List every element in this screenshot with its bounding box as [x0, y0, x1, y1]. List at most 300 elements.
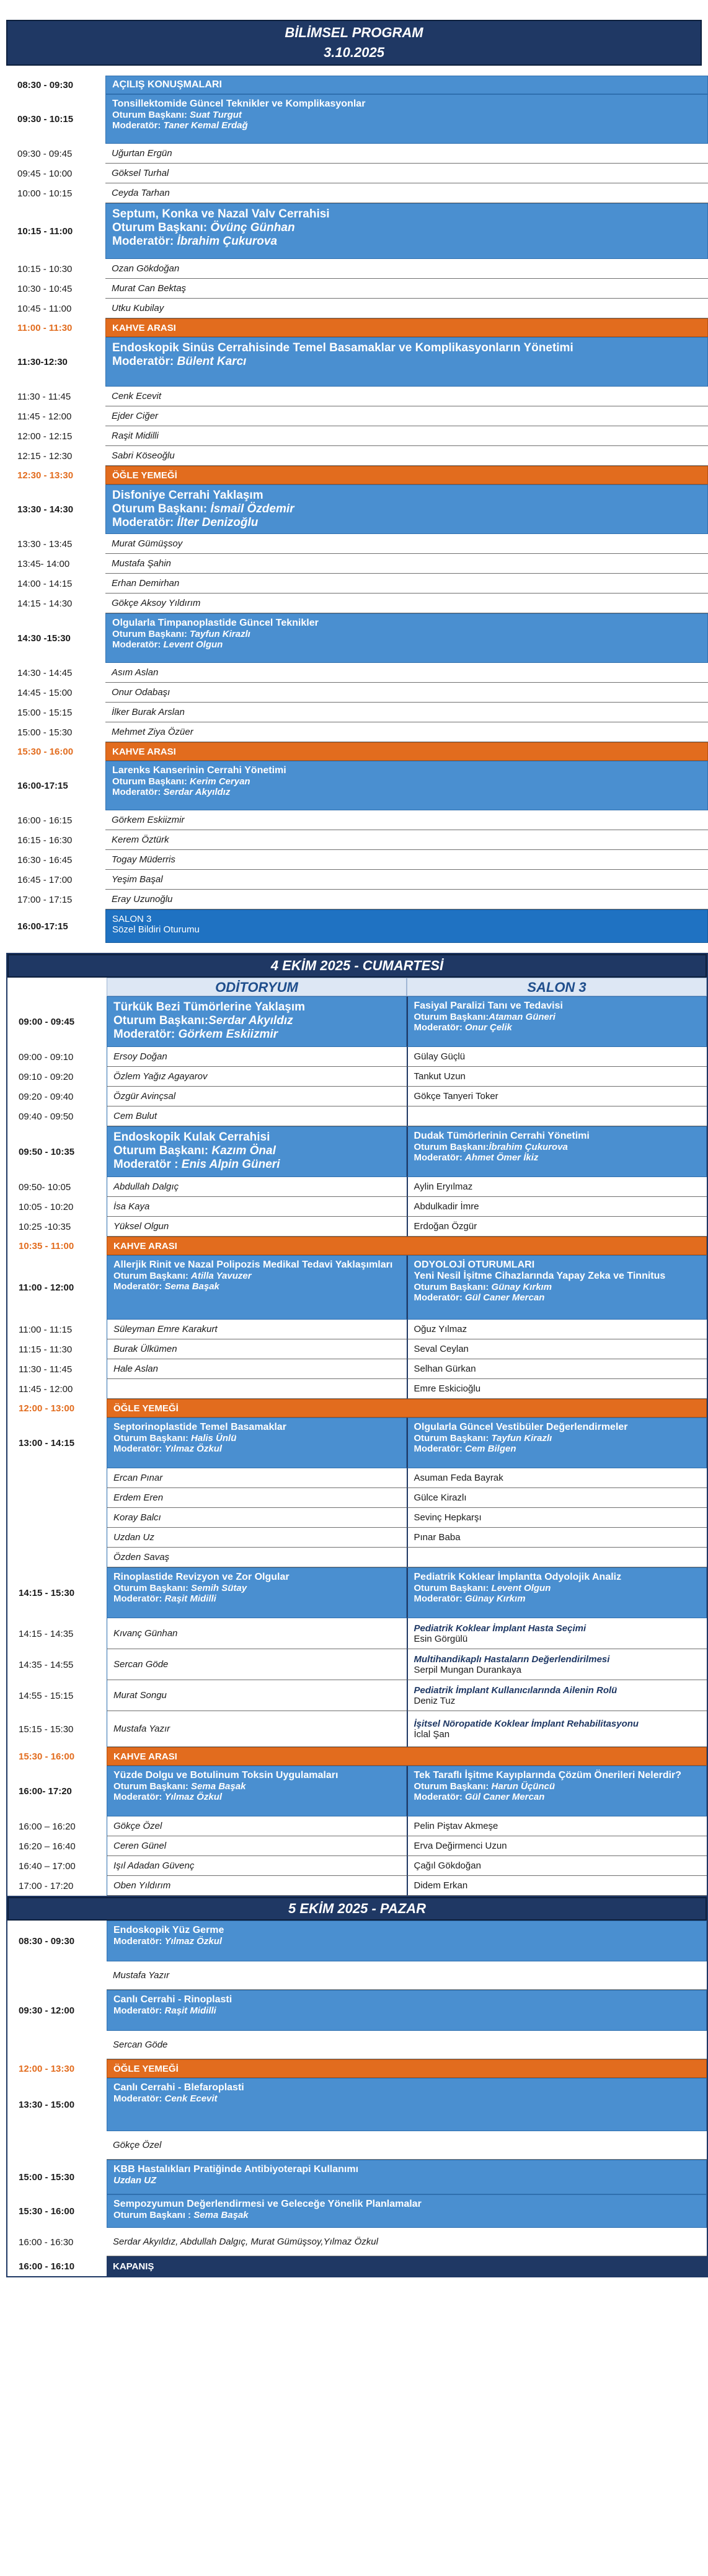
time-slot — [7, 1528, 107, 1548]
talk-title: İşitsel Nöropatide Koklear İmplant Rehabilitasyonu — [414, 1718, 639, 1729]
schedule-row — [6, 466, 708, 484]
chair-label: Oturum Başkanı: — [113, 1014, 209, 1027]
schedule-row — [6, 183, 708, 203]
time-slot: 15:00 - 15:15 — [17, 707, 73, 718]
speaker-salon3: Erva Değirmenci Uzun — [407, 1836, 707, 1856]
session-chair — [113, 1271, 400, 1281]
session-moderator — [414, 1792, 701, 1802]
session-title: Türkük Bezi Tümörlerine Yaklaşım — [113, 1001, 306, 1014]
parallel-speakers — [107, 1067, 707, 1087]
speaker-oditoryum: Özden Savaş — [107, 1548, 407, 1567]
time-slot: 16:20 – 16:40 — [19, 1841, 76, 1852]
parallel-sessions — [107, 1255, 707, 1320]
schedule-row — [7, 1197, 707, 1217]
schedule-row — [6, 337, 708, 387]
time-slot: 10:15 - 10:30 — [17, 263, 73, 274]
schedule-row — [7, 2131, 707, 2160]
time-slot — [7, 2131, 107, 2160]
session-block-oditoryum — [107, 1766, 407, 1816]
session-title: Septorinoplastide Temel Basamaklar — [113, 1422, 286, 1432]
time-slot: 10:25 -10:35 — [19, 1221, 71, 1232]
time-slot — [7, 1488, 107, 1508]
moderator-label: Moderatör: — [112, 120, 164, 131]
session-subtitle: Yeni Nesil İşitme Cihazlarında Yapay Zeka ve Tinnitus — [414, 1271, 666, 1281]
session-moderator — [112, 787, 701, 797]
moderator-label: Moderatör: — [113, 1593, 165, 1604]
chair-name: Kerim Ceryan — [190, 776, 250, 787]
schedule-row — [7, 1399, 707, 1417]
time-slot: 16:30 - 16:45 — [17, 854, 73, 865]
speaker: Sercan Göde — [107, 2031, 707, 2059]
time-slot: 11:00 - 12:00 — [19, 1282, 74, 1293]
schedule-row — [7, 1961, 707, 1990]
session-chair — [113, 1433, 400, 1444]
speaker-salon3: Didem Erkan — [407, 1876, 707, 1896]
session-title: Larenks Kanserinin Cerrahi Yönetimi — [112, 765, 286, 776]
break-block: KAHVE ARASI — [107, 1747, 707, 1766]
session-title: Dudak Tümörlerinin Cerrahi Yönetimi — [414, 1131, 590, 1141]
time-slot: 08:30 - 09:30 — [19, 1935, 75, 1947]
parallel-speakers — [107, 1711, 707, 1747]
chair-name: Ataman Güneri — [489, 1012, 555, 1022]
chair-label: Oturum Başkanı: — [414, 1012, 489, 1022]
schedule-row — [6, 613, 708, 663]
time-slot: 17:00 - 17:20 — [19, 1880, 74, 1891]
speaker-salon3: Emre Eskicioğlu — [407, 1379, 707, 1399]
speaker-salon3: Çağıl Gökdoğan — [407, 1856, 707, 1876]
moderator-name: Onur Çelik — [465, 1022, 512, 1033]
moderator-label: Moderatör: — [112, 235, 177, 248]
speaker-oditoryum: Murat Songu — [107, 1680, 407, 1711]
speaker-oditoryum: Özlem Yağız Agayarov — [107, 1067, 407, 1087]
speaker-oditoryum: Ceren Günel — [107, 1836, 407, 1856]
session-moderator — [414, 1292, 701, 1303]
time-slot: 16:00 - 16:15 — [17, 815, 73, 826]
break-block: ÖĞLE YEMEĞİ — [107, 1399, 707, 1417]
schedule-row — [7, 996, 707, 1047]
time-slot — [7, 1508, 107, 1528]
time-slot: 09:20 - 09:40 — [19, 1091, 74, 1102]
session-chair — [113, 2210, 700, 2220]
moderator-name: Raşit Midilli — [164, 2005, 216, 2016]
schedule-row — [6, 890, 708, 909]
time-slot — [7, 1548, 107, 1567]
break-block: KAHVE ARASI — [107, 1237, 707, 1255]
session-chair — [414, 1781, 701, 1792]
time-slot: 16:00 - 16:10 — [19, 2261, 75, 2272]
talk-speaker: İclal Şan — [414, 1728, 450, 1740]
schedule-row — [7, 1836, 707, 1856]
schedule-row — [6, 484, 708, 534]
time-slot: 12:15 - 12:30 — [17, 450, 73, 462]
schedule-row — [7, 1067, 707, 1087]
session-moderator — [113, 1158, 400, 1172]
session-block — [105, 484, 708, 534]
time-slot: 13:00 - 14:15 — [19, 1437, 75, 1448]
speaker-oditoryum: Ersoy Doğan — [107, 1047, 407, 1067]
session-moderator — [414, 1593, 701, 1604]
session-chair — [112, 110, 701, 120]
speaker-oditoryum: Abdullah Dalgıç — [107, 1177, 407, 1197]
speaker-salon3 — [407, 1106, 707, 1126]
session-title: Yüzde Dolgu ve Botulinum Toksin Uygulamaları — [113, 1770, 339, 1781]
session-title: KBB Hastalıkları Pratiğinde Antibiyoterapi Kullanımı — [113, 2164, 359, 2175]
session-title: Canlı Cerrahi - Blefaroplasti — [113, 2082, 244, 2093]
chair-label: Oturum Başkanı: — [414, 1583, 492, 1593]
time-slot: 13:30 - 13:45 — [17, 538, 73, 550]
parallel-speakers — [107, 1876, 707, 1896]
session-block — [105, 613, 708, 663]
time-slot: 09:00 - 09:45 — [19, 1016, 75, 1027]
session-chair — [414, 1433, 701, 1444]
session-chair — [113, 1781, 400, 1792]
time-slot: 11:30 - 11:45 — [17, 391, 71, 402]
time-slot: 12:00 - 12:15 — [17, 431, 73, 442]
session-title: Sempozyumun Değerlendirmesi ve Geleceğe Yönelik Planlamalar — [113, 2199, 422, 2209]
parallel-speakers — [107, 1836, 707, 1856]
session-chair — [414, 1142, 701, 1152]
time-slot: 10:05 - 10:20 — [19, 1201, 74, 1212]
speaker-salon3: Asuman Feda Bayrak — [407, 1468, 707, 1488]
talk-salon3 — [407, 1680, 707, 1711]
time-slot: 13:30 - 14:30 — [17, 504, 74, 515]
session-chair — [112, 776, 701, 787]
session-chair — [112, 502, 701, 516]
parallel-speakers — [107, 1177, 707, 1197]
session-chair — [112, 221, 701, 235]
time-slot: 16:00-17:15 — [17, 780, 68, 791]
session-moderator — [113, 1593, 400, 1604]
schedule-row — [7, 1766, 707, 1816]
schedule-row — [6, 259, 708, 279]
schedule-row — [6, 426, 708, 446]
chair-name: Semih Sütay — [191, 1583, 247, 1593]
parallel-speakers — [107, 1649, 707, 1680]
talk-salon3 — [407, 1618, 707, 1649]
time-slot: 09:50- 10:05 — [19, 1181, 71, 1193]
time-slot: 11:00 - 11:15 — [19, 1324, 73, 1335]
time-slot: 12:00 - 13:30 — [19, 2063, 75, 2074]
speaker: Cenk Ecevit — [105, 387, 708, 406]
speaker-oditoryum: Yüksel Olgun — [107, 1217, 407, 1237]
talk-speaker: Deniz Tuz — [414, 1695, 456, 1706]
time-slot: 10:45 - 11:00 — [17, 303, 72, 314]
schedule-row — [6, 203, 708, 259]
session-moderator — [112, 355, 701, 369]
speaker: Raşit Midilli — [105, 426, 708, 446]
session-block — [107, 2078, 707, 2131]
time-slot: 14:30 - 14:45 — [17, 667, 73, 678]
day2-column-headers — [107, 978, 707, 996]
chair-name: Levent Olgun — [491, 1583, 551, 1593]
salon-subtitle: Sözel Bildiri Oturumu — [112, 924, 200, 935]
parallel-speakers — [107, 1379, 707, 1399]
time-slot: 12:00 - 13:00 — [19, 1403, 75, 1414]
chair-name: Günay Kırkım — [491, 1282, 552, 1292]
session-title: Tonsillektomide Güncel Teknikler ve Komplikasyonlar — [112, 99, 366, 109]
moderator-label: Moderatör: — [113, 1028, 179, 1041]
session-title: Rinoplastide Revizyon ve Zor Olgular — [113, 1572, 290, 1582]
session-title: Septum, Konka ve Nazal Valv Cerrahisi — [112, 208, 330, 221]
time-slot: 15:30 - 16:00 — [17, 746, 74, 757]
break-block: ÖĞLE YEMEĞİ — [107, 2059, 707, 2078]
chair-name: Halis Ünlü — [191, 1433, 237, 1444]
session-moderator — [112, 639, 701, 650]
parallel-speakers — [107, 1339, 707, 1359]
time-slot — [7, 1468, 107, 1488]
session-moderator — [414, 1022, 701, 1033]
speaker-salon3: Oğuz Yılmaz — [407, 1320, 707, 1339]
schedule-row — [6, 742, 708, 761]
schedule-row — [7, 1816, 707, 1836]
session-chair — [113, 1144, 400, 1158]
schedule-row — [6, 76, 708, 94]
day1-schedule — [6, 76, 708, 943]
moderator-name: Uzdan UZ — [113, 2175, 157, 2186]
speaker-oditoryum: Burak Ülkümen — [107, 1339, 407, 1359]
parallel-speakers — [107, 1047, 707, 1067]
time-slot: 16:15 - 16:30 — [17, 835, 73, 846]
chair-name: İsmail Özdemir — [210, 502, 294, 515]
session-block — [107, 2194, 707, 2228]
schedule-row — [6, 850, 708, 870]
session-moderator — [113, 1281, 400, 1292]
chair-label: Oturum Başkanı: — [414, 1142, 489, 1152]
speaker: Erhan Demirhan — [105, 574, 708, 594]
session-chair — [414, 1012, 701, 1022]
session-block-salon3 — [407, 1126, 707, 1177]
time-slot: 15:00 - 15:30 — [17, 727, 73, 738]
schedule-row — [6, 144, 708, 164]
session-title: ODYOLOJİ OTURUMLARI — [414, 1260, 535, 1270]
schedule-row — [7, 2031, 707, 2059]
speaker: Eray Uzunoğlu — [105, 890, 708, 909]
session-chair — [113, 1014, 400, 1028]
moderator-label: Moderatör: — [113, 1281, 165, 1292]
session-block — [105, 337, 708, 387]
moderator-label: Moderatör: — [113, 2093, 165, 2104]
moderator-label: Moderatör: — [112, 787, 164, 797]
moderator-label: Moderatör: — [113, 2005, 165, 2016]
time-slot: 16:00-17:15 — [17, 921, 68, 932]
chair-label: Oturum Başkanı: — [112, 221, 211, 234]
time-slot: 12:30 - 13:30 — [17, 470, 74, 481]
schedule-row — [6, 574, 708, 594]
schedule-row — [7, 1990, 707, 2031]
time-slot: 11:30 - 11:45 — [19, 1364, 73, 1375]
parallel-sessions — [107, 1417, 707, 1468]
chair-label: Oturum Başkanı: — [112, 629, 190, 639]
schedule-row — [6, 810, 708, 830]
moderator-name: Bülent Karcı — [177, 355, 247, 368]
speaker: Gökçe Aksoy Yıldırım — [105, 594, 708, 613]
chair-name: Kazım Önal — [211, 1144, 276, 1157]
speaker-salon3: Erdoğan Özgür — [407, 1217, 707, 1237]
time-slot: 09:45 - 10:00 — [17, 168, 73, 179]
schedule-row — [7, 1649, 707, 1680]
speaker: Sabri Köseoğlu — [105, 446, 708, 466]
session-block — [107, 1921, 707, 1961]
parallel-speakers — [107, 1217, 707, 1237]
session-moderator — [113, 1936, 700, 1947]
moderator-name: Gül Caner Mercan — [465, 1792, 545, 1802]
time-slot: 14:15 - 14:30 — [17, 598, 73, 609]
time-slot: 09:10 - 09:20 — [19, 1071, 74, 1082]
parallel-speakers — [107, 1197, 707, 1217]
moderator-label: Moderatör: — [113, 1444, 165, 1454]
chair-name: Övünç Günhan — [210, 221, 295, 234]
day2-title: 4 EKİM 2025 - CUMARTESİ — [7, 954, 707, 978]
chair-label: Oturum Başkanı: — [414, 1781, 492, 1792]
session-moderator — [112, 516, 701, 530]
moderator-name: Cenk Ecevit — [164, 2093, 218, 2104]
talk-salon3 — [407, 1711, 707, 1747]
closing-block: KAPANIŞ — [107, 2256, 707, 2276]
speaker: Murat Can Bektaş — [105, 279, 708, 299]
schedule-row — [6, 94, 708, 144]
time-slot: 16:45 - 17:00 — [17, 874, 73, 885]
time-slot: 15:30 - 16:00 — [19, 2206, 75, 2217]
time-slot: 11:30-12:30 — [17, 356, 68, 367]
session-moderator — [112, 235, 701, 248]
parallel-speakers — [107, 1528, 707, 1548]
time-slot: 10:30 - 10:45 — [17, 283, 73, 294]
time-slot: 10:00 - 10:15 — [17, 188, 73, 199]
time-slot: 13:45- 14:00 — [17, 558, 70, 569]
session-chair — [414, 1282, 701, 1292]
session-block-salon3 — [407, 1417, 707, 1468]
program-heading: BİLİMSEL PROGRAM — [285, 25, 423, 40]
session-block-oditoryum — [107, 1126, 407, 1177]
moderator-name: Taner Kemal Erdağ — [163, 120, 248, 131]
moderator-name: Günay Kırkım — [465, 1593, 526, 1604]
time-slot: 10:35 - 11:00 — [19, 1240, 74, 1251]
column-header-oditoryum: ODİTORYUM — [107, 978, 407, 996]
parallel-speakers — [107, 1508, 707, 1528]
moderator-label: Moderatör: — [414, 1593, 465, 1604]
talk-speaker: Serpil Mungan Durankaya — [414, 1664, 521, 1675]
parallel-speakers — [107, 1359, 707, 1379]
session-moderator — [113, 1444, 400, 1454]
time-slot: 16:00- 17:20 — [19, 1785, 72, 1797]
speaker-salon3: Abdulkadir İmre — [407, 1197, 707, 1217]
schedule-row — [7, 1468, 707, 1488]
session-title: Endoskopik Yüz Germe — [113, 1925, 224, 1935]
time-slot — [7, 2031, 107, 2059]
speaker-salon3: Pınar Baba — [407, 1528, 707, 1548]
session-chair — [112, 629, 701, 639]
speaker-salon3: Seval Ceylan — [407, 1339, 707, 1359]
schedule-row — [7, 1177, 707, 1197]
session-block — [105, 761, 708, 810]
speaker-oditoryum: Oben Yıldırım — [107, 1876, 407, 1896]
speaker-oditoryum: İsa Kaya — [107, 1197, 407, 1217]
parallel-speakers — [107, 1488, 707, 1508]
schedule-row — [7, 2194, 707, 2228]
session-block-oditoryum — [107, 996, 407, 1047]
schedule-row — [7, 1126, 707, 1177]
day3-title: 5 EKİM 2025 - PAZAR — [7, 1897, 707, 1921]
chair-name: Harun Üçüncü — [491, 1781, 555, 1792]
talk-title: Multihandikaplı Hastaların Değerlendirilmesi — [414, 1654, 610, 1665]
time-slot: 14:30 -15:30 — [17, 633, 71, 644]
schedule-row — [7, 2078, 707, 2131]
speaker: Asım Aslan — [105, 663, 708, 683]
program-date: 3.10.2025 — [324, 45, 384, 60]
talk-title: Pediatrik İmplant Kullanıcılarında Ailenin Rolü — [414, 1684, 617, 1696]
chair-label: Oturum Başkanı: — [112, 776, 190, 787]
speaker: Ceyda Tarhan — [105, 183, 708, 203]
spacer — [0, 943, 708, 953]
time-slot: 10:15 - 11:00 — [17, 226, 73, 237]
speaker-salon3: Gökçe Tanyeri Toker — [407, 1087, 707, 1106]
speaker-oditoryum: Erdem Eren — [107, 1488, 407, 1508]
session-title: Endoskopik Sinüs Cerrahisinde Temel Basamaklar ve Komplikasyonların Yönetimi — [112, 341, 573, 354]
speaker: Togay Müderris — [105, 850, 708, 870]
speaker: Gökçe Özel — [107, 2131, 707, 2160]
time-slot: 16:00 - 16:30 — [19, 2236, 74, 2248]
schedule-row — [7, 1417, 707, 1468]
chair-label: Oturum Başkanı: — [112, 110, 190, 120]
speaker: Ejder Ciğer — [105, 406, 708, 426]
schedule-row — [7, 1680, 707, 1711]
schedule-row — [7, 1255, 707, 1320]
speaker: Serdar Akyıldız, Abdullah Dalgıç, Murat Gümüşsoy,Yılmaz Özkul — [107, 2228, 707, 2256]
chair-name: Sema Başak — [193, 2210, 249, 2220]
chair-name: Suat Turgut — [190, 110, 242, 120]
session-title: Canlı Cerrahi - Rinoplasti — [113, 1994, 232, 2005]
parallel-sessions — [107, 1567, 707, 1618]
schedule-row — [6, 663, 708, 683]
speaker-oditoryum: Işıl Adadan Güvenç — [107, 1856, 407, 1876]
session-title: AÇILIŞ KONUŞMALARI — [112, 79, 222, 90]
session-block-oditoryum — [107, 1567, 407, 1618]
session-block — [107, 2160, 707, 2194]
schedule-row — [7, 1379, 707, 1399]
speaker: Ozan Gökdoğan — [105, 259, 708, 279]
spacer — [0, 66, 708, 76]
speaker: Yeşim Başal — [105, 870, 708, 890]
time-slot: 14:15 - 14:35 — [19, 1628, 74, 1639]
moderator-name: Levent Olgun — [163, 639, 223, 650]
speaker-salon3 — [407, 1548, 707, 1567]
session-moderator — [113, 2175, 700, 2186]
salon-title: SALON 3 — [112, 914, 152, 924]
moderator-name: Yılmaz Özkul — [164, 1444, 223, 1454]
time-slot — [7, 1961, 107, 1990]
chair-label: Oturum Başkanı: — [113, 1583, 192, 1593]
speaker-oditoryum: Sercan Göde — [107, 1649, 407, 1680]
session-title: Disfoniye Cerrahi Yaklaşım — [112, 489, 263, 502]
schedule-row — [7, 1856, 707, 1876]
chair-name: Atilla Yavuzer — [191, 1271, 252, 1281]
speaker-salon3: Aylin Eryılmaz — [407, 1177, 707, 1197]
chair-label: Oturum Başkanı: — [113, 1433, 192, 1444]
chair-label: Oturum Başkanı: — [113, 1271, 192, 1281]
moderator-name: Ahmet Ömer İkiz — [465, 1152, 539, 1163]
column-header-salon3: SALON 3 — [407, 978, 707, 996]
program-title — [6, 20, 702, 66]
time-slot: 15:30 - 16:00 — [19, 1751, 75, 1762]
speaker-oditoryum — [107, 1379, 407, 1399]
schedule-row — [7, 1711, 707, 1747]
chair-label: Oturum Başkanı: — [414, 1433, 492, 1444]
schedule-row — [7, 1047, 707, 1067]
time-slot: 09:00 - 09:10 — [19, 1051, 74, 1062]
session-moderator — [414, 1444, 701, 1454]
speaker-oditoryum: Hale Aslan — [107, 1359, 407, 1379]
schedule-row — [7, 1528, 707, 1548]
